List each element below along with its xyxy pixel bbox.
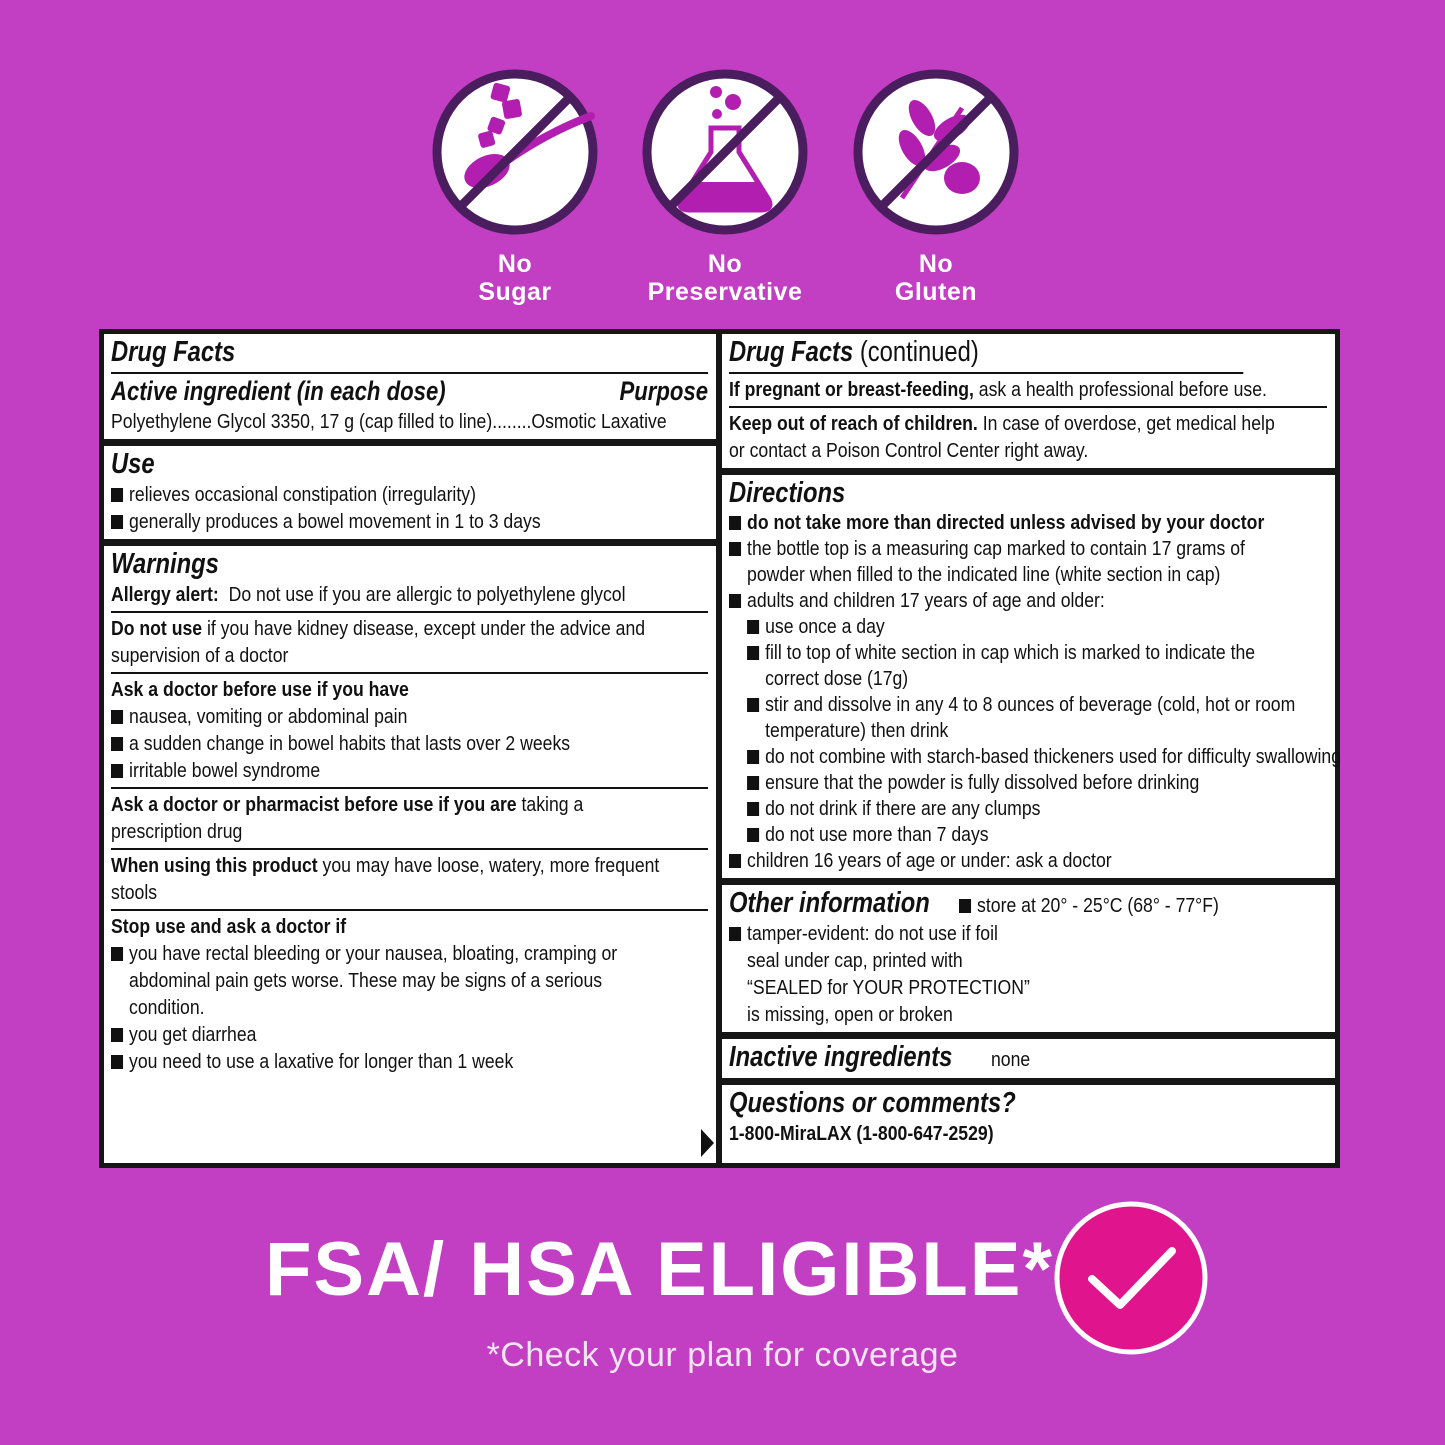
direction-subitem: use once a day [729, 614, 1243, 640]
tamper-info-cont: is missing, open or broken [747, 1003, 953, 1026]
allergy-alert: Allergy alert: Do not use if you are allergic to polyethylene glycol [111, 583, 626, 606]
tamper-info-cont: seal under cap, printed with [747, 949, 963, 972]
direction-subitem: fill to top of white section in cap which is marked to indicate the [729, 640, 1243, 666]
drug-facts-right-column [722, 334, 1341, 1163]
direction-subitem-cont: temperature) then drink [765, 719, 949, 742]
ask-doctor-section: Ask a doctor before use if you have nausea, vomiting or abdominal pain a sudden change in bowel habits that lasts over 2 weeks irritable bowel syndrome [111, 672, 708, 784]
directions-box [722, 475, 1341, 878]
direction-item: adults and children 17 years of age and older: [729, 588, 1243, 614]
direction-subitem: do not combine with starch-based thickeners used for difficulty swallowing [729, 744, 1243, 770]
direction-subitem: do not use more than 7 days [729, 822, 1243, 848]
wheat-icon [852, 68, 1020, 236]
directions-heading: Directions [729, 477, 846, 509]
warnings-box [104, 546, 716, 1163]
inactive-heading: Inactive ingredients [729, 1041, 953, 1073]
other-information-box [722, 885, 1335, 1032]
continued-title: Drug Facts (continued) [729, 336, 979, 368]
questions-box [722, 1085, 1335, 1163]
drug-facts-left-column [104, 334, 716, 1163]
continued-box [722, 334, 1335, 468]
use-box [104, 446, 716, 539]
tamper-info-cont: “SEALED for YOUR PROTECTION” [747, 976, 1030, 999]
use-item: generally produces a bowel movement in 1 to 3 days [111, 508, 624, 535]
other-info-heading: Other information [729, 887, 930, 919]
badge-no-sugar [431, 68, 599, 306]
direction-item: children 16 years of age or under: ask a doctor [729, 848, 1243, 874]
flask-icon [641, 68, 809, 236]
inactive-ingredients-box [722, 1039, 1335, 1078]
active-ingredient-box [104, 334, 716, 439]
stop-use-section: Stop use and ask a doctor if you have rectal bleeding or your nausea, bloating, cramping or abdominal pain gets worse. These may be signs of a serious condition. you get diarrhea you need to use a laxative for longer than 1 week [111, 909, 708, 1075]
ask-pharmacist-section: Ask a doctor or pharmacist before use if you are taking a prescription drug [111, 787, 708, 845]
direction-subitem-cont: correct dose (17g) [765, 667, 909, 690]
direction-item-cont: powder when filled to the indicated line (white section in cap) [747, 563, 1221, 586]
tamper-info: tamper-evident: do not use if foil [729, 920, 1243, 947]
badge-label: No Sugar [478, 250, 552, 306]
sugar-cubes-spoon-icon [431, 68, 599, 236]
direction-subitem: do not drink if there are any clumps [729, 796, 1243, 822]
badge-label: No Gluten [894, 250, 978, 306]
pregnant-warning: If pregnant or breast-feeding, ask a health professional before use. [729, 372, 1243, 403]
badge-no-preservative [641, 68, 809, 306]
drug-facts-title: Drug Facts [111, 336, 236, 368]
active-ingredient-header [111, 372, 708, 408]
direction-subitem: stir and dissolve in any 4 to 8 ounces of beverage (cold, hot or room [729, 692, 1243, 718]
active-ingredient-heading: Active ingredient (in each dose) [111, 376, 446, 406]
direction-subitem: ensure that the powder is fully dissolved before drinking [729, 770, 1243, 796]
inactive-value: none [991, 1048, 1031, 1071]
keep-out-warning: Keep out of reach of children. In case of overdose, get medical help or contact a Poison Control Center right away. [729, 406, 1327, 464]
when-using-section: When using this product you may have loose, watery, more frequent stools [111, 848, 708, 906]
use-item: relieves occasional constipation (irregularity) [111, 481, 624, 508]
drug-facts-panel [99, 329, 1340, 1168]
storage-info: store at 20° - 25°C (68° - 77°F) [959, 892, 1219, 919]
warnings-heading: Warnings [111, 548, 219, 580]
badge-label: No Preservative [647, 250, 803, 306]
phone-number: 1-800-MiraLAX (1-800-647-2529) [729, 1122, 994, 1145]
do-not-use-section: Do not use if you have kidney disease, except under the advice and supervision of a doctor [111, 611, 708, 669]
continue-arrow-icon [701, 1129, 714, 1157]
direction-item: do not take more than directed unless advised by your doctor [729, 510, 1243, 536]
badge-no-gluten [852, 68, 1020, 306]
active-ingredient-line: Polyethylene Glycol 3350, 17 g (cap filled to line)........Osmotic Laxative [111, 410, 667, 433]
questions-heading: Questions or comments? [729, 1087, 1016, 1119]
fsa-hsa-headline: FSA/ HSA ELIGIBLE* [265, 1227, 1055, 1312]
direction-item: the bottle top is a measuring cap marked to contain 17 grams of [729, 536, 1243, 562]
purpose-heading: Purpose [619, 376, 708, 406]
coverage-note: *Check your plan for coverage [486, 1336, 959, 1374]
use-heading: Use [111, 448, 155, 480]
